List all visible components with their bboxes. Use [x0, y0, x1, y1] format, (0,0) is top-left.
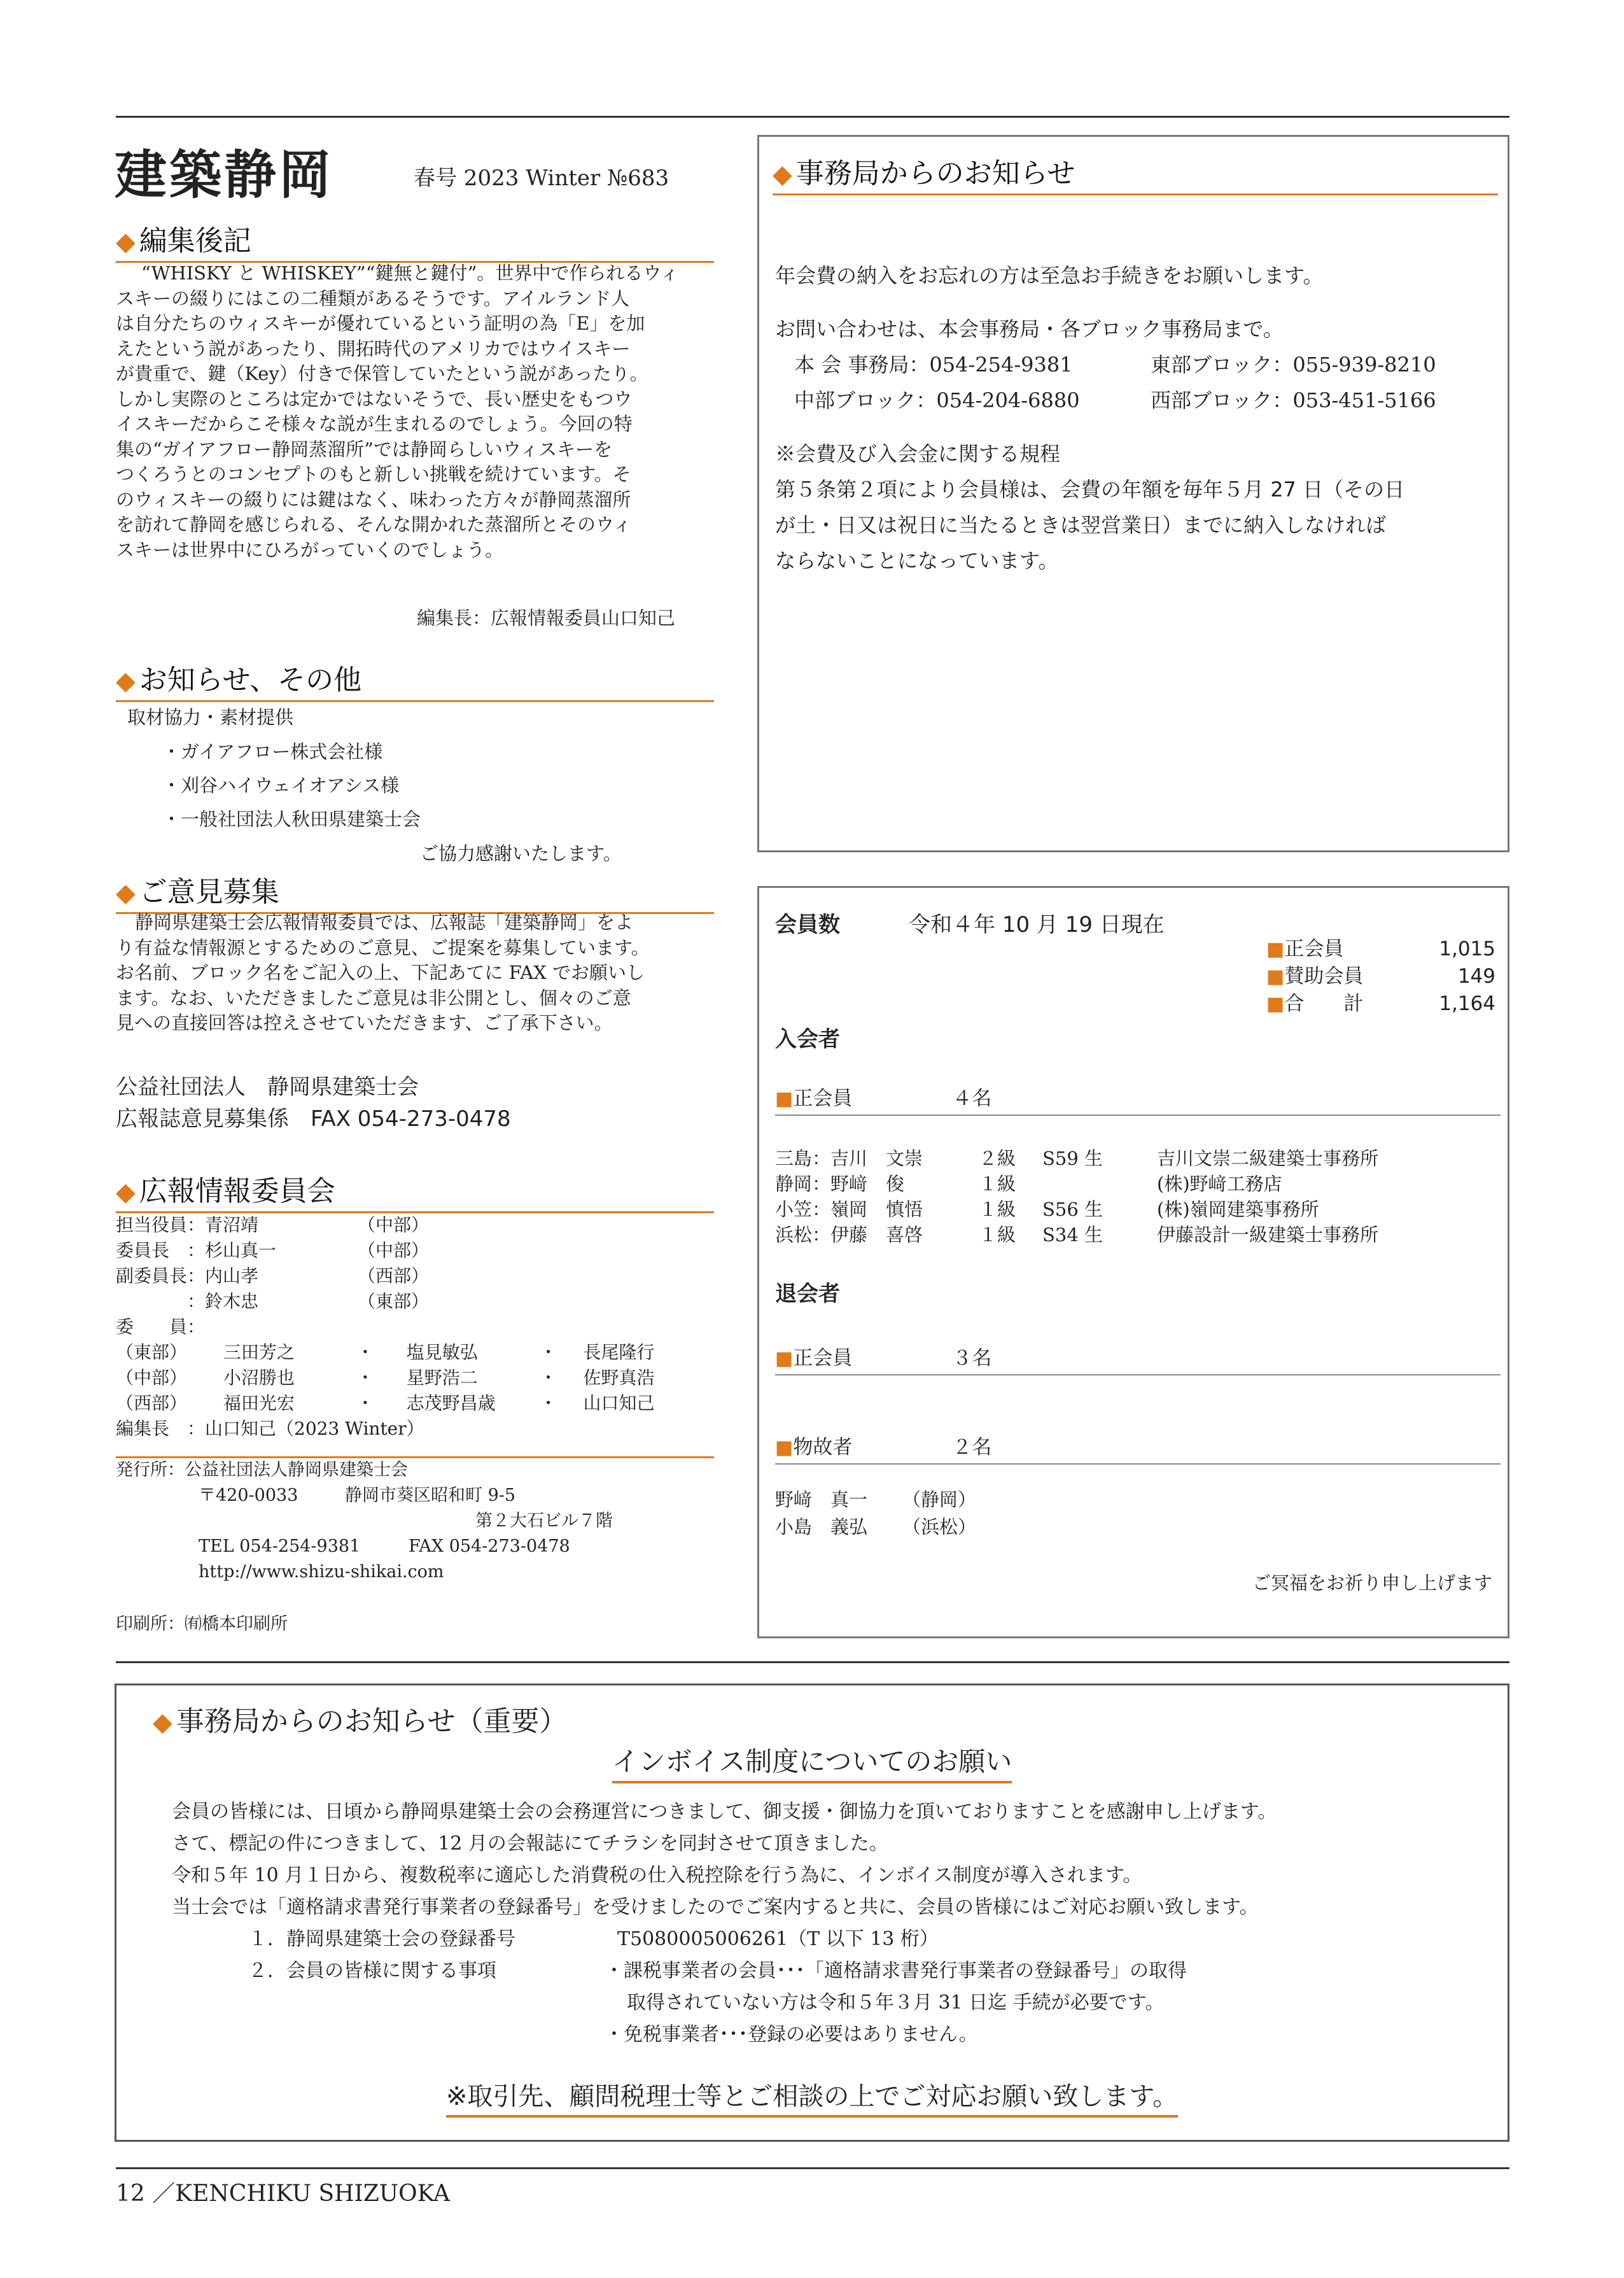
member-block: （西部） — [116, 1393, 188, 1414]
diamond-icon: ◆ — [116, 878, 136, 908]
member-name: 三島：吉川 文崇 — [775, 1148, 923, 1169]
contact-row — [775, 347, 1501, 383]
count-row — [1266, 963, 1495, 990]
editorial-line: は自分たちのウィスキーが優れているという証明の為「E」を加 — [116, 313, 645, 334]
member-name: 志茂野昌歳 — [406, 1393, 496, 1414]
officer-block: （中部） — [358, 1240, 430, 1261]
important-body — [172, 1796, 1495, 2051]
officer-role: ：鈴木忠 — [116, 1291, 259, 1312]
contact-entry: 東部ブロック：055-939-8210 — [1151, 353, 1436, 377]
important-heading — [153, 1698, 567, 1739]
editorial-line: 集の“ガイアフロー静岡蒸溜所”では静岡らしいウィスキーを — [116, 438, 613, 460]
officer-role: 委員長 ：杉山真一 — [116, 1240, 277, 1261]
editorial-line: “WHISKY と WHISKEY”“鍵無と鍵付”。世界中で作られるウィ — [141, 262, 679, 284]
member-name: 三田芳之 — [223, 1342, 295, 1363]
deceased-row — [775, 1514, 976, 1541]
rule-text: 第５条第２項により会員様は、 — [775, 477, 1061, 502]
member-row — [116, 1365, 714, 1391]
opinions-fax: 広報誌意見募集係 FAX 054-273-0478 — [116, 1106, 511, 1132]
editorial-line: つくろうとのコンセプトのもと新しい挑戦を続けています。そ — [116, 463, 631, 485]
contact-entry: 中部ブロック：054-204-6880 — [794, 388, 1080, 412]
member-born: S34 生 — [1042, 1224, 1103, 1246]
opinions-line: お名前、ブロック名をご記入の上、下記あてに FAX でお願いし — [116, 962, 645, 983]
member-born: S59 生 — [1042, 1148, 1103, 1169]
condolence: ご冥福をお祈り申し上げます — [1252, 1572, 1492, 1594]
member-row — [116, 1340, 714, 1365]
member-grade: １級 — [979, 1199, 1016, 1220]
count-value: 149 — [1457, 965, 1495, 988]
important-line: 令和５年 10 月１日から、複数税率に適応した消費税の仕入税控除を行う為に、インボイス制度が導入されます。 — [172, 1864, 1142, 1887]
postal-code: 〒420-0033 — [199, 1486, 298, 1505]
square-icon: ■ — [1266, 938, 1285, 960]
publisher-address — [116, 1483, 714, 1508]
member-born: S56 生 — [1042, 1199, 1103, 1220]
deceased-category — [775, 1431, 1501, 1465]
membership-date: 令和４年 10 月 19 日現在 — [909, 912, 1165, 938]
officer-role: 副委員長：内山孝 — [116, 1265, 259, 1286]
joined-category — [775, 1082, 1501, 1116]
members-label: 委 員： — [116, 1316, 206, 1337]
officer-block: （中部） — [358, 1214, 430, 1235]
important-item-2 — [172, 1955, 1495, 1987]
officer-block: （東部） — [358, 1291, 430, 1312]
joined-row — [775, 1222, 1501, 1248]
opinions-body — [116, 910, 714, 1036]
member-name: 佐野真浩 — [583, 1367, 655, 1388]
bullet: ・ — [356, 1367, 374, 1388]
left-heading: 退会者 — [775, 1281, 840, 1307]
dues-reminder: 年会費の納入をお忘れの方は至急お手続きをお願いします。 — [775, 264, 1324, 288]
tel-number: TEL 054-254-9381 — [199, 1536, 361, 1556]
contact-entry: 本 会 事務局：054-254-9381 — [794, 353, 1073, 377]
important-line: 当士会では「適格請求書発行事業者の登録番号」を受けましたのでご案内すると共に、会員の皆様にはご対応お願い致します。 — [172, 1896, 1259, 1918]
member-name: 長尾隆行 — [583, 1342, 655, 1363]
member-name: 福田光宏 — [223, 1393, 295, 1414]
deceased-cat-label: 物故者 — [793, 1436, 853, 1459]
deceased-name: 小島 義弘 — [775, 1516, 868, 1538]
editorial-line: のウィスキーの綴りには鍵はなく、味わった方々が静岡蒸溜所 — [116, 488, 631, 510]
officer-row — [116, 1289, 714, 1314]
left-category — [775, 1342, 1501, 1375]
member-office: 吉川文崇二級建築士事務所 — [1157, 1148, 1379, 1169]
count-name: 賛助会員 — [1284, 965, 1364, 988]
bullet: ・ — [539, 1367, 557, 1388]
notices-thanks: ご協力感謝いたします。 — [420, 843, 622, 864]
opinions-line: 静岡県建築士会広報情報委員では、広報誌「建築静岡」をよ — [135, 911, 634, 933]
office-notice-heading-text: 事務局からのお知らせ — [795, 157, 1075, 190]
deceased-block: （浜松） — [902, 1516, 977, 1538]
publisher-name: 発行所：公益社団法人静岡県建築士会 — [116, 1460, 408, 1480]
item-label: ２．会員の皆様に関する事項 — [248, 1960, 496, 1982]
left-cat-label: 正会員 — [793, 1347, 853, 1370]
diamond-icon: ◆ — [153, 1708, 172, 1737]
editor-line: 編集長 ：山口知己（2023 Winter） — [116, 1418, 424, 1439]
count-name: 合 計 — [1284, 992, 1364, 1015]
rule-emphasis: が土・日又は祝日に当たるときは翌営業日）までに納入 — [775, 513, 1285, 537]
notices-item: ・一般社団法人秋田県建築士会 — [162, 808, 421, 830]
notices-heading-text: お知らせ、その他 — [139, 664, 362, 696]
officer-role: 担当役員：青沼靖 — [116, 1214, 259, 1235]
contact-row — [775, 383, 1501, 418]
important-item-2b: 取得されていない方は令和５年３月 31 日迄 手続が必要です。 — [627, 1992, 1165, 2014]
officer-block: （西部） — [358, 1265, 430, 1286]
bullet: ・ — [356, 1342, 374, 1363]
publisher-building: 第２大石ビル７階 — [475, 1511, 613, 1531]
left-count: ３名 — [952, 1347, 992, 1370]
important-item-1 — [172, 1923, 1495, 1955]
member-name: 塩見敏弘 — [406, 1342, 478, 1363]
item-label: １．静岡県建築士会の登録番号 — [248, 1928, 515, 1950]
committee-heading-text: 広報情報委員会 — [139, 1175, 335, 1207]
member-grade: ２級 — [979, 1148, 1016, 1169]
officer-row — [116, 1213, 714, 1238]
top-rule — [116, 116, 1509, 118]
joined-heading: 入会者 — [775, 1027, 840, 1052]
member-office: (株)嶺岡建築事務所 — [1157, 1199, 1319, 1220]
publisher-block — [116, 1458, 714, 1585]
notices-item: ・刈谷ハイウェイオアシス様 — [162, 775, 400, 796]
membership-counts — [1266, 936, 1495, 1018]
publisher-url[interactable]: http://www.shizu-shikai.com — [199, 1562, 444, 1582]
issue-label: 春号 2023 Winter №683 — [414, 165, 669, 191]
notices-intro: 取材協力・素材提供 — [127, 707, 294, 728]
opinions-heading-text: ご意見募集 — [139, 876, 279, 908]
count-name: 正会員 — [1284, 938, 1344, 960]
officer-row — [116, 1238, 714, 1263]
bullet: ・ — [356, 1393, 374, 1414]
diamond-icon: ◆ — [116, 1178, 136, 1207]
officer-row — [116, 1263, 714, 1289]
fax-number: FAX 054-273-0478 — [409, 1536, 570, 1556]
editorial-line: しかし実際のところは定かではないそうで、長い歴史をもつウ — [116, 388, 633, 410]
editorial-body — [116, 261, 714, 563]
bullet: ・ — [539, 1342, 557, 1363]
opinions-line: ます。なお、いただきましたご意見は非公開とし、個々のご意 — [116, 987, 631, 1009]
square-icon: ■ — [1266, 966, 1285, 988]
count-value: 1,164 — [1439, 992, 1495, 1015]
important-subtitle-wrap — [0, 1741, 1624, 1779]
committee-heading — [116, 1168, 714, 1213]
square-icon: ■ — [775, 1088, 794, 1110]
bottom-rule — [116, 2167, 1509, 2169]
deceased-block: （静岡） — [902, 1489, 977, 1510]
editorial-line: イスキーだからこそ様々な説が生まれるのでしょう。今回の特 — [116, 413, 633, 435]
membership-header — [775, 907, 1165, 938]
rule-line: ならないことになっています。 — [775, 549, 1059, 573]
opinions-line: 見への直接回答は控えさせていただきます、ご了承下さい。 — [116, 1012, 613, 1034]
member-grade: １級 — [979, 1224, 1016, 1246]
editorial-heading-text: 編集後記 — [139, 225, 251, 257]
committee-officers — [116, 1213, 714, 1442]
important-line: 会員の皆様には、日頃から静岡県建築士会の会務運営につきまして、御支援・御協力を頂いておりますことを感謝申し上げます。 — [172, 1801, 1277, 1823]
member-name: 浜松：伊藤 喜啓 — [775, 1224, 923, 1246]
member-grade: １級 — [979, 1173, 1016, 1195]
notices-item: ・ガイアフロー株式会社様 — [162, 741, 383, 763]
important-closing: ※取引先、顧問税理士等とご相談の上でご対応お願い致します。 — [446, 2082, 1178, 2118]
membership-label: 会員数 — [775, 912, 840, 938]
street-address: 静岡市葵区昭和町 9-5 — [345, 1486, 516, 1505]
important-item-2c: ・免税事業者･･･登録の必要はありません。 — [605, 2023, 978, 2046]
editorial-heading — [116, 218, 714, 263]
diamond-icon: ◆ — [116, 666, 136, 696]
square-icon: ■ — [1266, 993, 1285, 1015]
publisher-contact — [116, 1534, 714, 1559]
mid-rule — [116, 1661, 1509, 1663]
bullet: ・ — [539, 1393, 557, 1414]
member-name: 山口知己 — [583, 1393, 655, 1414]
diamond-icon: ◆ — [116, 227, 136, 257]
count-row — [1266, 990, 1495, 1018]
important-heading-text: 事務局からのお知らせ（重要） — [176, 1705, 568, 1738]
item-value: ・課税事業者の会員･･･「適格請求書発行事業者の登録番号」の取得 — [605, 1960, 1187, 1982]
magazine-title: 建築静岡 — [115, 145, 334, 206]
editorial-signature: 編集長：広報情報委員山口知己 — [417, 607, 676, 629]
joined-list — [775, 1146, 1501, 1248]
count-value: 1,015 — [1439, 938, 1495, 960]
editorial-line: スキーの綴りにはこの二種類があるそうです。アイルランド人 — [116, 287, 630, 309]
opinions-heading — [116, 869, 714, 914]
member-office: (株)野﨑工務店 — [1157, 1173, 1282, 1195]
important-subtitle: インボイス制度についてのお願い — [612, 1746, 1012, 1783]
square-icon: ■ — [775, 1347, 794, 1370]
office-notice-heading — [773, 150, 1498, 195]
deceased-list — [775, 1486, 976, 1541]
rule-line — [775, 507, 1501, 543]
member-office: 伊藤設計一級建築士事務所 — [1157, 1224, 1379, 1246]
joined-row — [775, 1146, 1501, 1171]
opinions-org: 公益社団法人 静岡県建築士会 — [116, 1074, 419, 1100]
inquiry-line: お問い合わせは、本会事務局・各ブロック事務局まで。 — [775, 317, 1284, 341]
member-name: 小沼勝也 — [223, 1367, 295, 1388]
item-value: T5080005006261（T 以下 13 桁） — [617, 1928, 939, 1950]
contact-entry: 西部ブロック：053-451-5166 — [1151, 388, 1436, 412]
rule-title: ※会費及び入会金に関する規程 — [775, 442, 1061, 466]
page-footer: 12 ／KENCHIKU SHIZUOKA — [116, 2181, 451, 2207]
editorial-line: を訪れて静岡を感じられる、そんな開かれた蒸溜所とそのウィ — [116, 514, 632, 535]
member-row — [116, 1391, 714, 1416]
joined-row — [775, 1197, 1501, 1222]
opinions-line: り有益な情報源とするためのご意見、ご提案を募集しています。 — [116, 936, 650, 959]
printer-line: 印刷所：㈲橋本印刷所 — [116, 1614, 288, 1634]
rule-emphasis: 会費の年額を毎年５月 27 日（その日 — [1060, 477, 1405, 502]
square-icon: ■ — [775, 1437, 794, 1459]
office-notice-body — [775, 258, 1501, 579]
important-closing-wrap — [0, 2076, 1624, 2113]
joined-cat-label: 正会員 — [793, 1087, 853, 1110]
joined-count: ４名 — [952, 1087, 992, 1110]
rule-line — [775, 472, 1501, 507]
joined-row — [775, 1171, 1501, 1197]
deceased-name: 野﨑 真一 — [775, 1489, 868, 1510]
important-line: さて、標記の件につきまして、12 月の会報誌にてチラシを同封させて頂きました。 — [172, 1832, 888, 1855]
member-block: （中部） — [116, 1367, 188, 1388]
editorial-line: スキーは世界中にひろがっていくのでしょう。 — [116, 538, 504, 561]
member-name: 小笠：嶺岡 慎悟 — [775, 1199, 923, 1220]
rule-text: しなければ — [1284, 513, 1387, 537]
editorial-line: が貴重で、鍵（Key）付きで保管していたという説があったり。 — [116, 363, 648, 384]
deceased-count: ２名 — [952, 1436, 992, 1459]
deceased-row — [775, 1486, 976, 1514]
member-block: （東部） — [116, 1342, 188, 1363]
member-name: 星野浩二 — [406, 1367, 478, 1388]
diamond-icon: ◆ — [773, 160, 792, 189]
count-row — [1266, 936, 1495, 963]
member-name: 静岡：野﨑 俊 — [775, 1173, 905, 1195]
editorial-line: えたという説があったり、開拓時代のアメリカではウイスキー — [116, 337, 631, 360]
notices-heading — [116, 657, 714, 702]
